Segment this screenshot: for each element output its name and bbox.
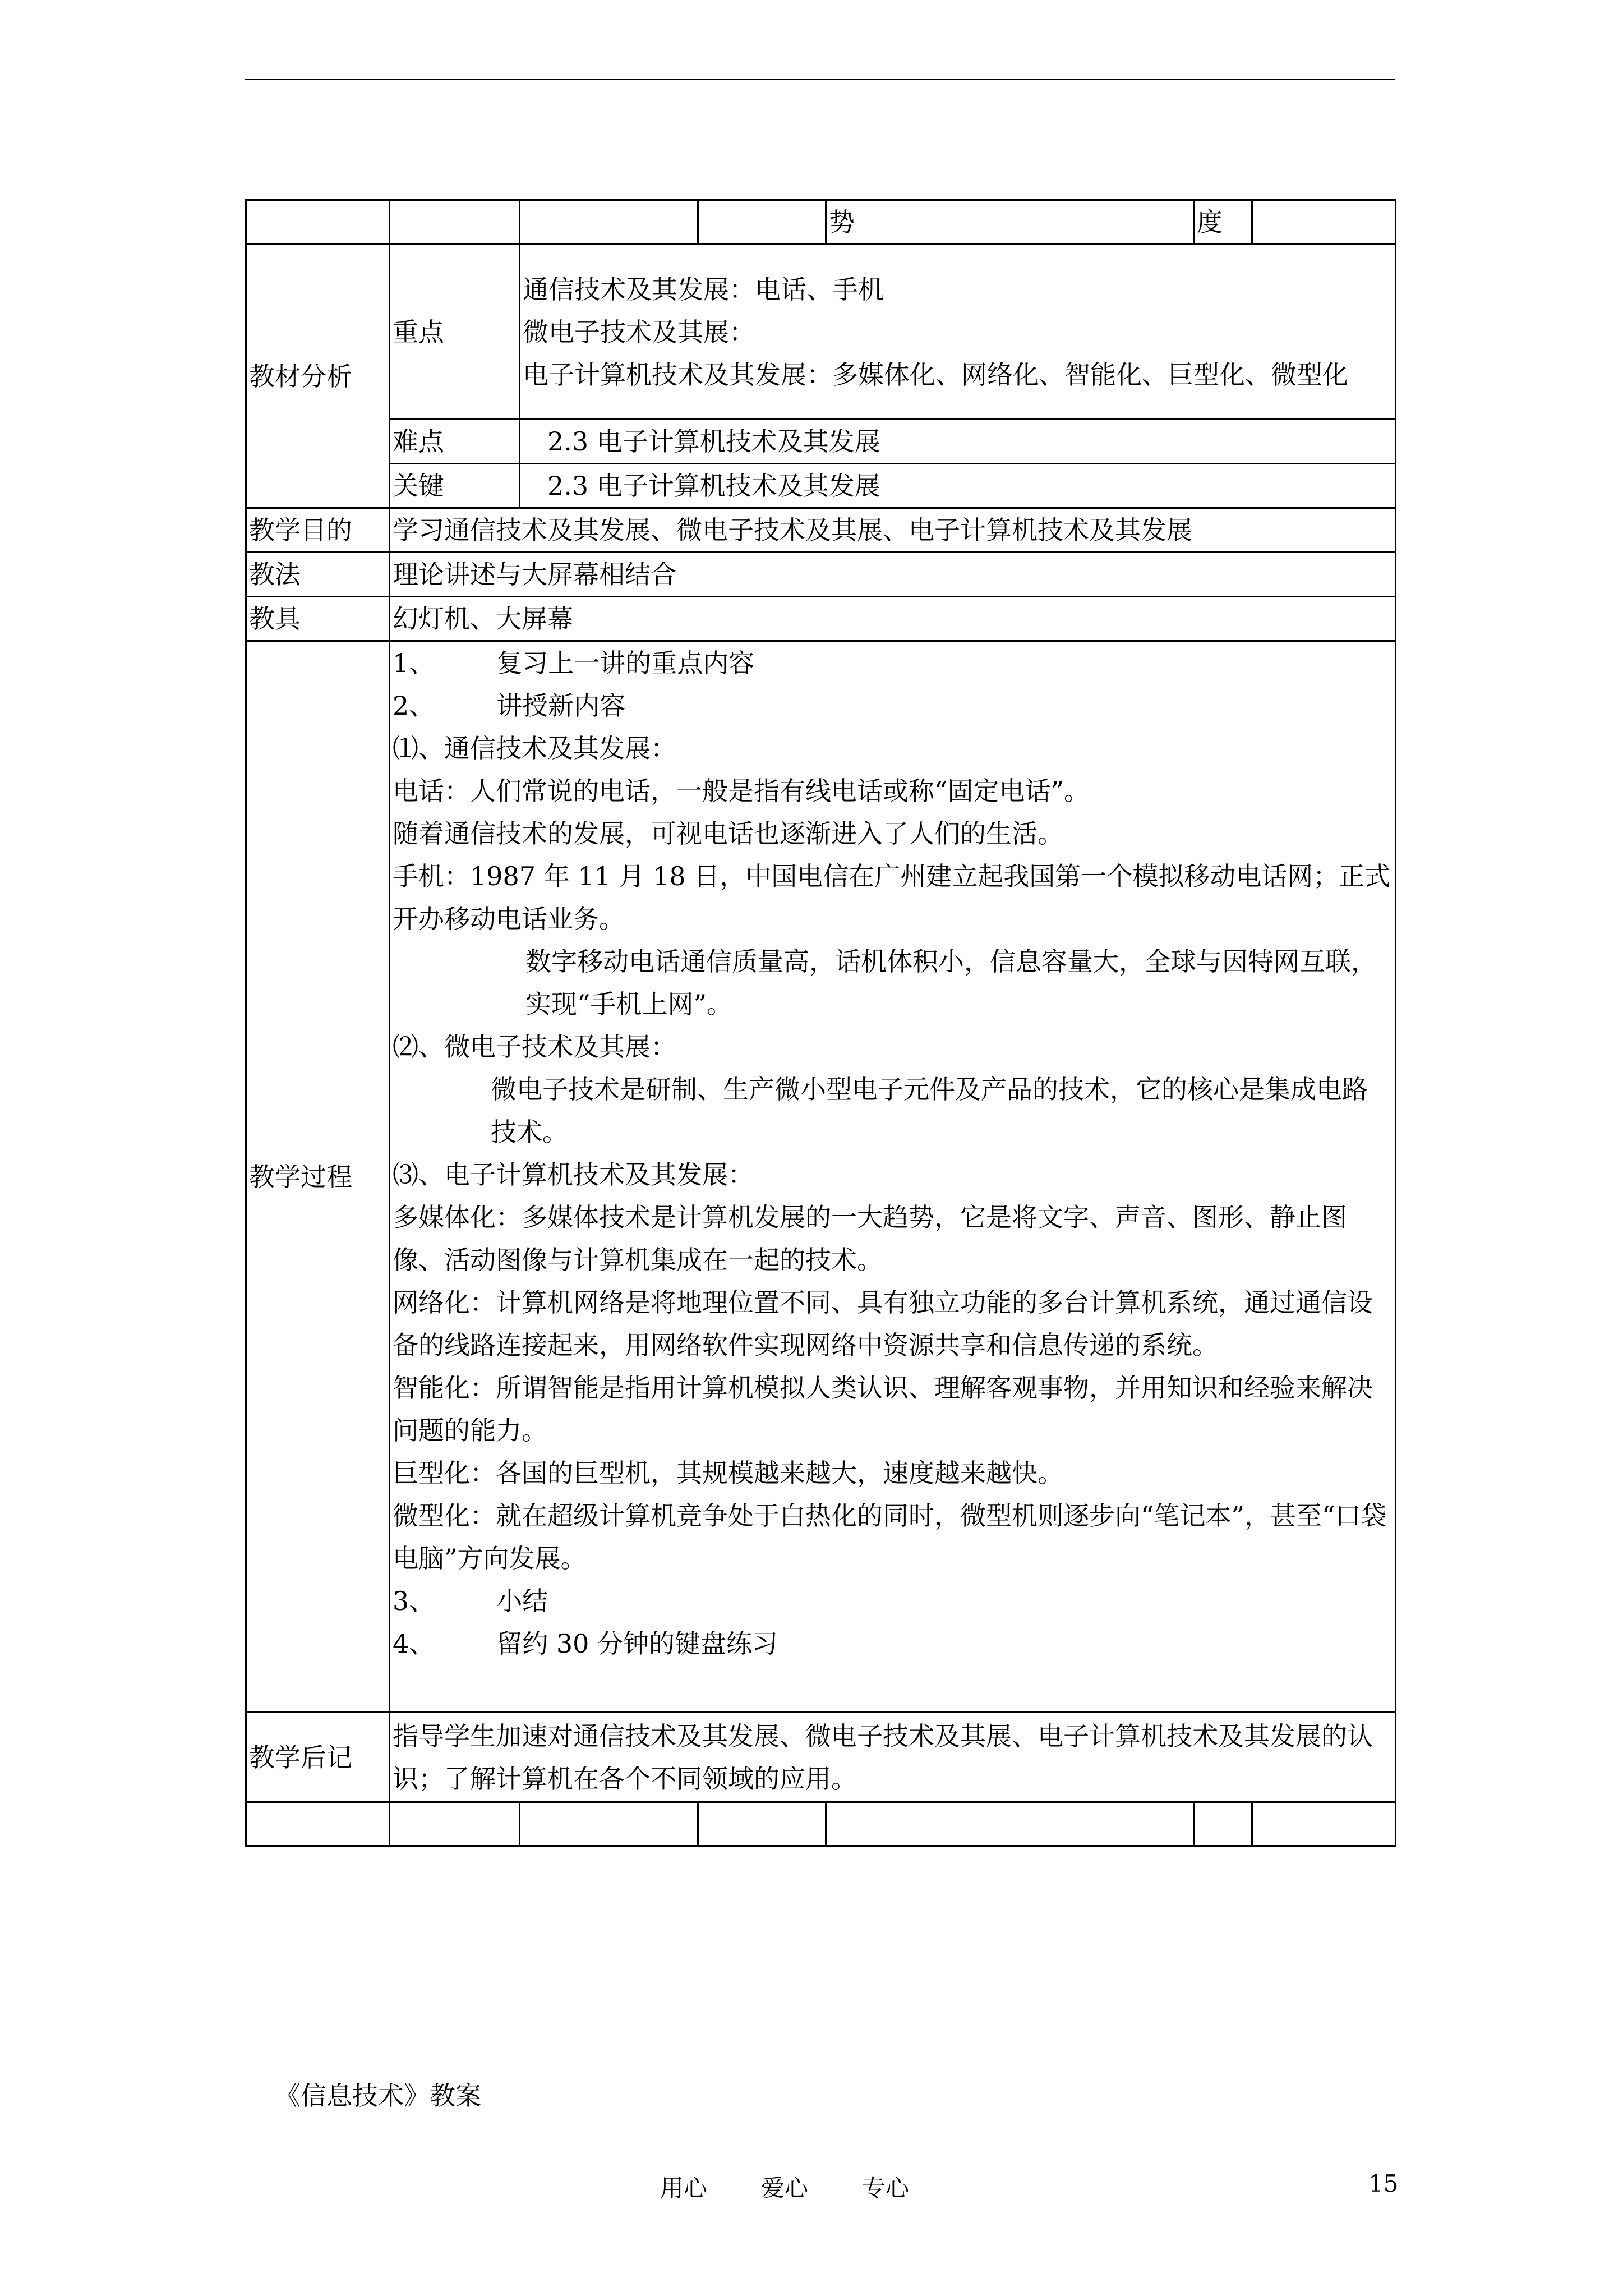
footer-title: 《信息技术》教案 bbox=[275, 2081, 481, 2111]
method-label: 教法 bbox=[246, 553, 390, 597]
postscript-value: 指导学生加速对通信技术及其发展、微电子技术及其展、电子计算机技术及其发展的认识；了解计算机在各个不同领域的应用。 bbox=[390, 1713, 1396, 1802]
analysis-label: 教材分析 bbox=[246, 245, 390, 508]
header-cell-shi: 势 bbox=[826, 200, 1194, 245]
process-step: 2、 讲授新内容 bbox=[393, 691, 626, 721]
postscript-label: 教学后记 bbox=[246, 1713, 390, 1802]
key-point-line: 电子计算机技术及其发展：多媒体化、网络化、智能化、巨型化、微型化 bbox=[523, 359, 1348, 390]
motto-item: 用心 bbox=[660, 2174, 708, 2202]
method-value: 理论讲述与大屏幕相结合 bbox=[390, 553, 1396, 597]
motto-item: 爱心 bbox=[761, 2174, 809, 2202]
paragraph: 电话：人们常说的电话，一般是指有线电话或称“固定电话”。 bbox=[393, 776, 1090, 806]
paragraph: 微电子技术是研制、生产微小型电子元件及产品的技术，它的核心是集成电路技术。 bbox=[491, 1074, 1368, 1147]
paragraph: 微型化：就在超级计算机竞争处于白热化的同时，微型机则逐步向“笔记本”，甚至“口袋电脑”方向发展。 bbox=[393, 1501, 1387, 1573]
tools-label: 教具 bbox=[246, 597, 390, 641]
empty-bottom-row bbox=[246, 1802, 1396, 1846]
crux-value: 2.3 电子计算机技术及其发展 bbox=[520, 464, 1396, 508]
process-step: 4、 留约 30 分钟的键盘练习 bbox=[393, 1628, 778, 1659]
footer-motto bbox=[660, 2170, 909, 2203]
paragraph: 智能化：所谓智能是指用计算机模拟人类认识、理解客观事物，并用知识和经验来解决问题的能力。 bbox=[393, 1373, 1373, 1446]
process-label: 教学过程 bbox=[246, 641, 390, 1713]
header-rule bbox=[245, 79, 1395, 80]
page-number: 15 bbox=[1368, 2170, 1399, 2197]
lesson-plan-table bbox=[245, 199, 1396, 1847]
paragraph: 多媒体化：多媒体技术是计算机发展的一大趋势，它是将文字、声音、图形、静止图像、活动图像与计算机集成在一起的技术。 bbox=[393, 1202, 1347, 1275]
key-point-line: 通信技术及其发展：电话、手机 bbox=[523, 274, 884, 305]
goal-value: 学习通信技术及其发展、微电子技术及其展、电子计算机技术及其发展 bbox=[390, 508, 1396, 553]
paragraph: 巨型化：各国的巨型机，其规模越来越大，速度越来越快。 bbox=[393, 1458, 1063, 1488]
tools-value: 幻灯机、大屏幕 bbox=[390, 597, 1396, 641]
difficulty-value: 2.3 电子计算机技术及其发展 bbox=[520, 420, 1396, 464]
motto-item: 专心 bbox=[862, 2174, 910, 2202]
goal-label: 教学目的 bbox=[246, 508, 390, 553]
key-points-content bbox=[520, 245, 1396, 420]
paragraph: 随着通信技术的发展，可视电话也逐渐进入了人们的生活。 bbox=[393, 818, 1063, 849]
difficulty-label: 难点 bbox=[390, 420, 520, 464]
process-step: 1、 复习上一讲的重点内容 bbox=[393, 648, 755, 678]
header-cell-du: 度 bbox=[1194, 200, 1252, 245]
header-row bbox=[246, 200, 1396, 245]
key-points-label: 重点 bbox=[390, 245, 520, 420]
process-step: 3、 小结 bbox=[393, 1586, 548, 1616]
paragraph: 手机：1987 年 11 月 18 日，中国电信在广州建立起我国第一个模拟移动电话网；正式开办移动电话业务。 bbox=[393, 861, 1391, 934]
crux-label: 关键 bbox=[390, 464, 520, 508]
key-point-line: 微电子技术及其展： bbox=[523, 316, 755, 347]
paragraph: 数字移动电话通信质量高，话机体积小，信息容量大，全球与因特网互联，实现“手机上网”。 bbox=[525, 946, 1377, 1019]
section-heading: ⑴、通信技术及其发展： bbox=[393, 733, 676, 763]
paragraph: 网络化：计算机网络是将地理位置不同、具有独立功能的多台计算机系统，通过通信设备的线路连接起来，用网络软件实现网络中资源共享和信息传递的系统。 bbox=[393, 1287, 1373, 1360]
process-content bbox=[390, 641, 1396, 1713]
section-heading: ⑶、电子计算机技术及其发展： bbox=[393, 1159, 754, 1190]
section-heading: ⑵、微电子技术及其展： bbox=[393, 1032, 676, 1062]
